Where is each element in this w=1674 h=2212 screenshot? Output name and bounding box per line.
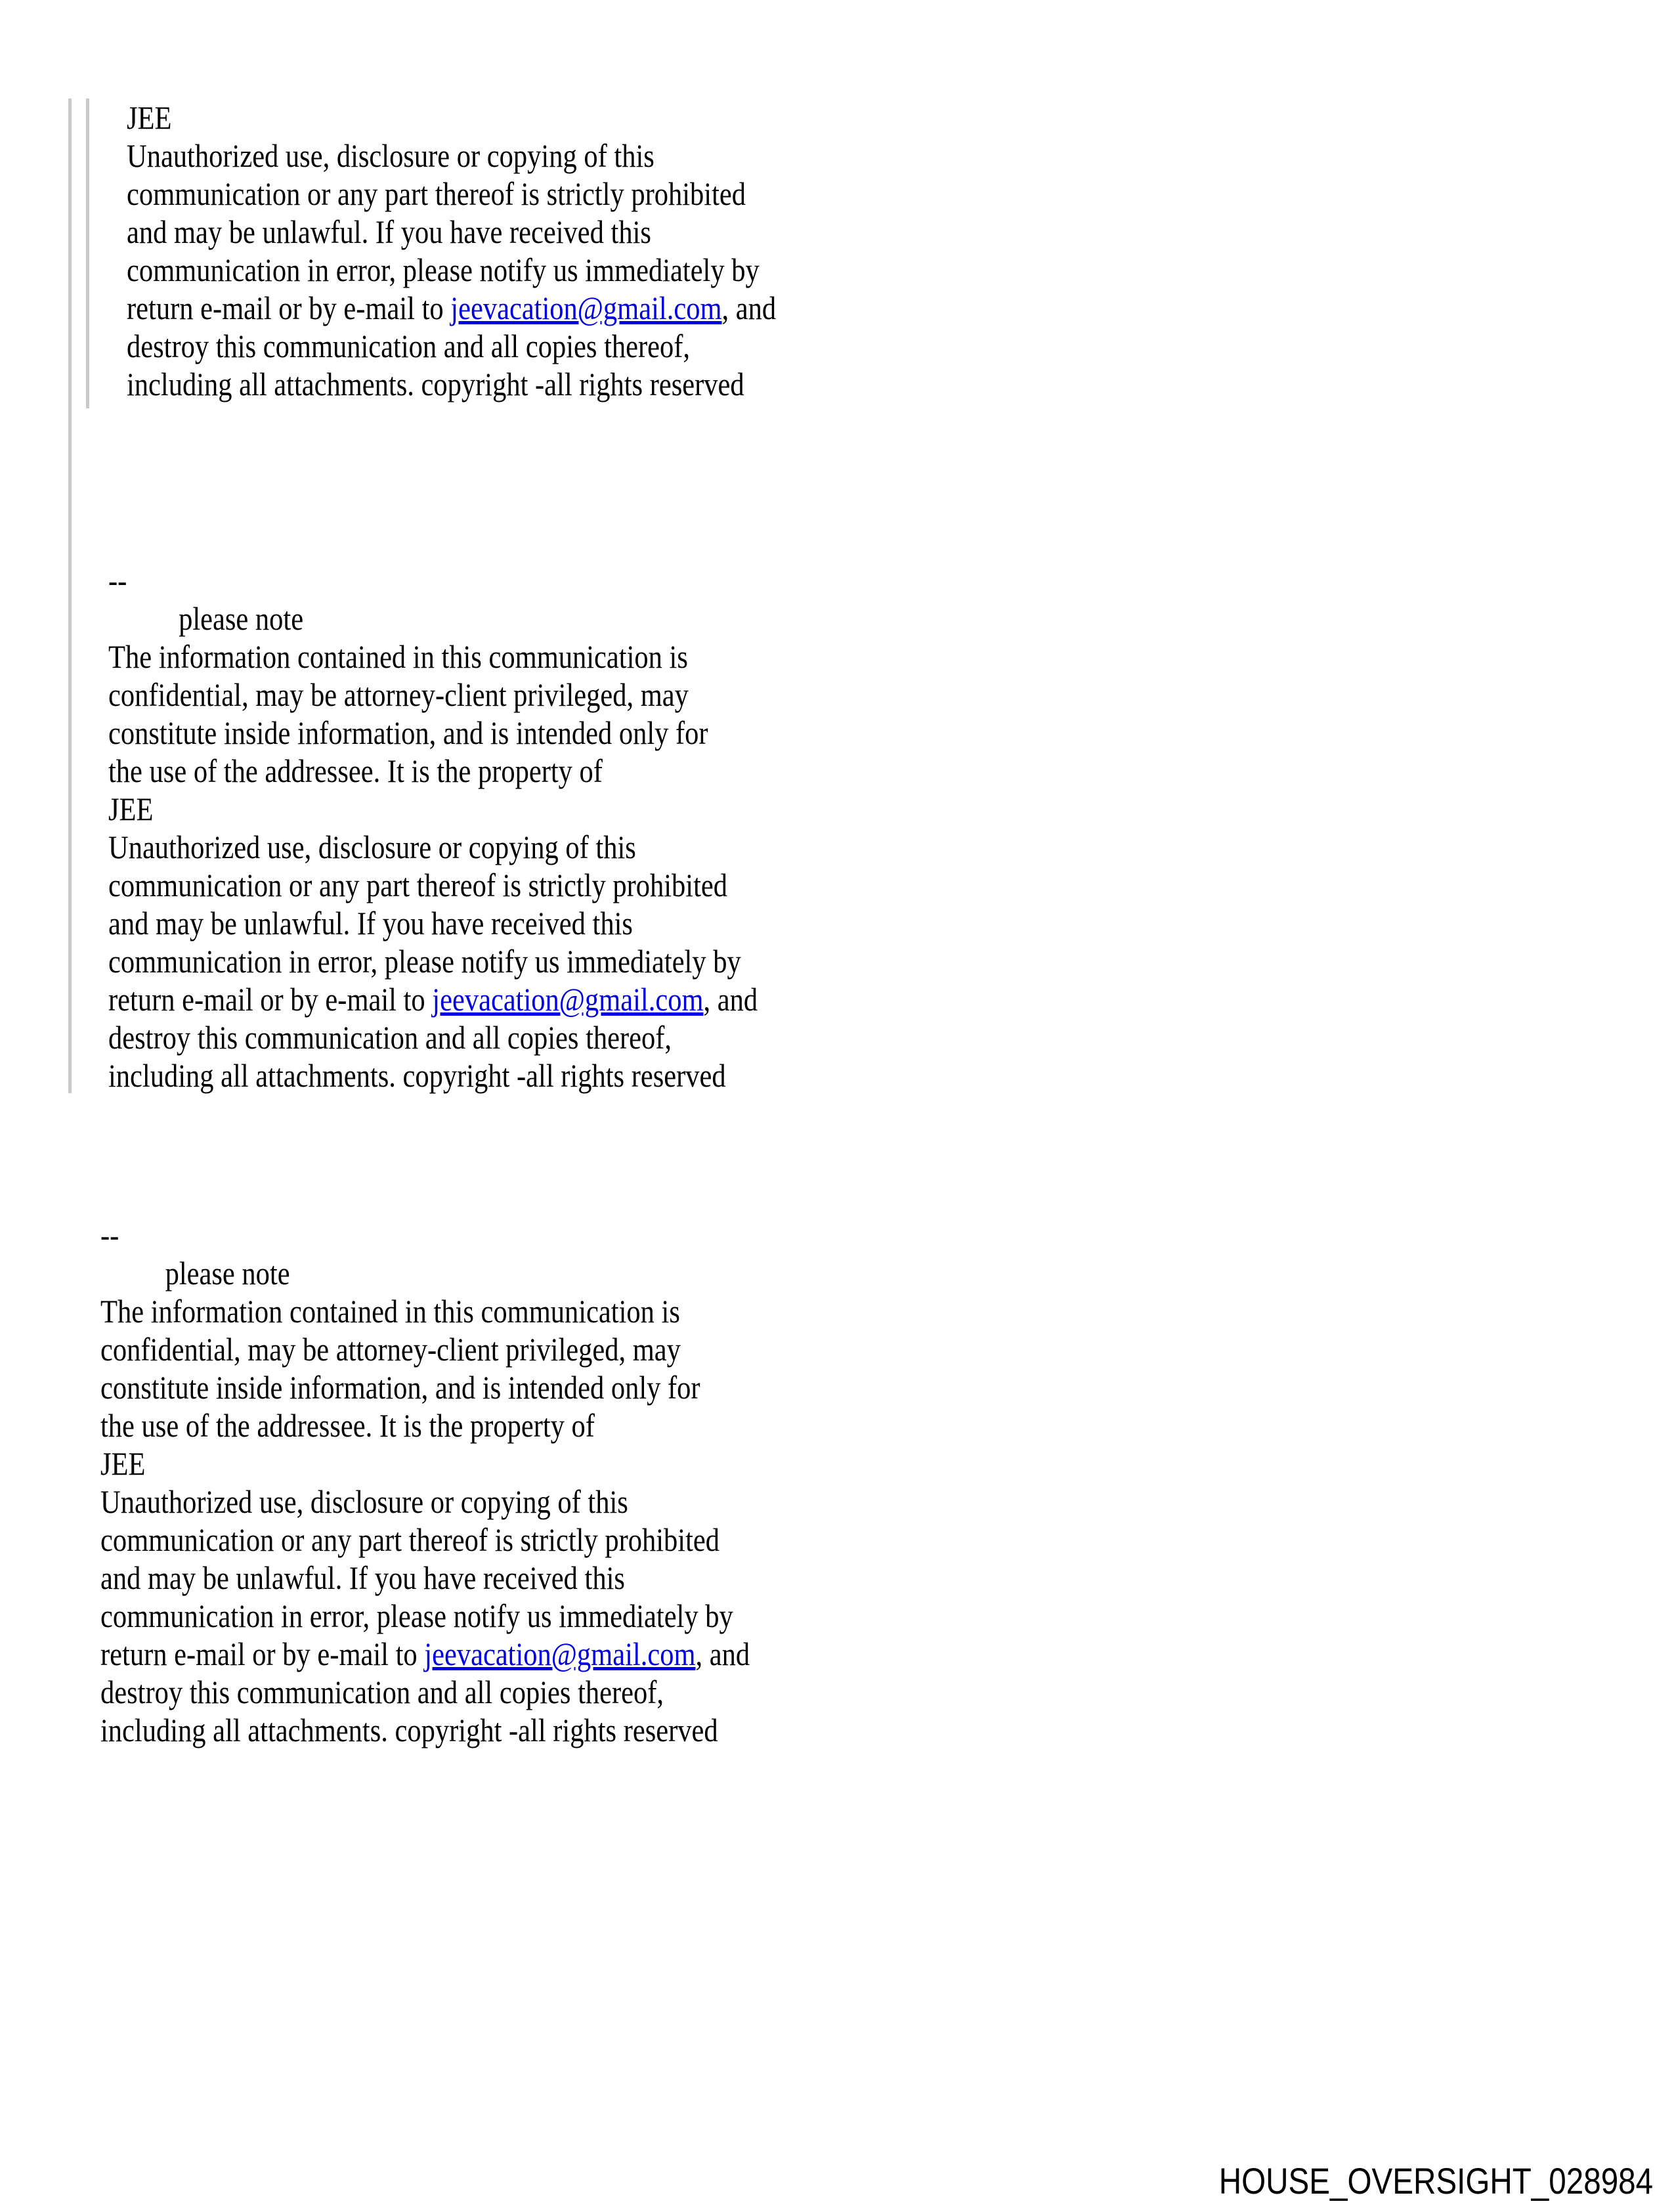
disclaimer-lines: [100, 1673, 750, 1749]
email-link[interactable]: jeevacation@gmail.com: [432, 981, 704, 1018]
disclaimer-block-nested-quote: [127, 98, 776, 403]
disclaimer-line: JEE: [127, 99, 172, 136]
link-line: [108, 980, 758, 1018]
email-link[interactable]: jeevacation@gmail.com: [450, 290, 722, 326]
disclaimer-line: including all attachments. copyright -all rights reserved: [127, 366, 744, 402]
link-line: [100, 1635, 750, 1673]
disclaimer-line: including all attachments. copyright -all rights reserved: [108, 1057, 726, 1094]
disclaimer-block-plain: [100, 1216, 750, 1749]
disclaimer-lines: [127, 98, 776, 289]
note-label: please note: [165, 1255, 290, 1291]
disclaimer-line: constitute inside information, and is intended only for: [108, 714, 708, 751]
disclaimer-line: and may be unlawful. If you have received this: [108, 905, 633, 942]
quote-bar-inner: [86, 98, 89, 408]
note-label: please note: [179, 600, 304, 637]
disclaimer-line: confidential, may be attorney-client privileged, may: [108, 676, 689, 713]
disclaimer-line: and may be unlawful. If you have received this: [127, 213, 651, 250]
disclaimer-lines: [108, 638, 758, 980]
link-line: [127, 289, 776, 327]
disclaimer-line: JEE: [108, 791, 154, 827]
disclaimer-line: communication or any part thereof is strictly prohibited: [108, 867, 728, 903]
disclaimer-lines: [100, 1292, 750, 1635]
email-link[interactable]: jeevacation@gmail.com: [424, 1636, 696, 1672]
disclaimer-line: Unauthorized use, disclosure or copying of this: [108, 829, 636, 865]
signature-delimiter: --: [100, 1217, 119, 1253]
disclaimer-line: Unauthorized use, disclosure or copying of this: [100, 1483, 628, 1520]
link-line-prefix: return e-mail or by e-mail to: [100, 1636, 425, 1672]
disclaimer-line: JEE: [100, 1445, 146, 1482]
link-line-prefix: return e-mail or by e-mail to: [127, 290, 451, 326]
disclaimer-lines: [108, 1018, 758, 1095]
disclaimer-line: communication in error, please notify us immediately by: [127, 251, 760, 288]
quote-bar-outer: [68, 98, 72, 1093]
disclaimer-block-quote: [108, 561, 758, 1095]
disclaimer-line: communication in error, please notify us immediately by: [100, 1597, 733, 1634]
disclaimer-line: Unauthorized use, disclosure or copying of this: [127, 137, 655, 174]
disclaimer-line: The information contained in this communication is: [100, 1293, 680, 1330]
disclaimer-line: and may be unlawful. If you have received this: [100, 1559, 625, 1596]
disclaimer-line: constitute inside information, and is intended only for: [100, 1369, 700, 1406]
disclaimer-line: including all attachments. copyright -all rights reserved: [100, 1712, 718, 1748]
disclaimer-line: the use of the addressee. It is the property of: [108, 752, 603, 789]
link-line-suffix: , and: [703, 981, 758, 1018]
disclaimer-line: communication in error, please notify us immediately by: [108, 943, 741, 980]
disclaimer-line: communication or any part thereof is strictly prohibited: [100, 1521, 720, 1558]
disclaimer-line: destroy this communication and all copies thereof,: [108, 1019, 672, 1056]
disclaimer-line: the use of the addressee. It is the property of: [100, 1407, 595, 1444]
link-line-suffix: , and: [721, 290, 777, 326]
disclaimer-line: confidential, may be attorney-client privileged, may: [100, 1331, 681, 1368]
signature-delimiter: --: [108, 562, 127, 599]
link-line-prefix: return e-mail or by e-mail to: [108, 981, 433, 1018]
disclaimer-line: The information contained in this communication is: [108, 638, 688, 675]
disclaimer-lines: [127, 327, 776, 403]
disclaimer-line: destroy this communication and all copies thereof,: [127, 328, 691, 364]
disclaimer-line: destroy this communication and all copies thereof,: [100, 1674, 664, 1710]
bates-stamp: HOUSE_OVERSIGHT_028984: [1218, 2160, 1653, 2201]
disclaimer-line: communication or any part thereof is strictly prohibited: [127, 175, 746, 212]
link-line-suffix: , and: [695, 1636, 750, 1672]
